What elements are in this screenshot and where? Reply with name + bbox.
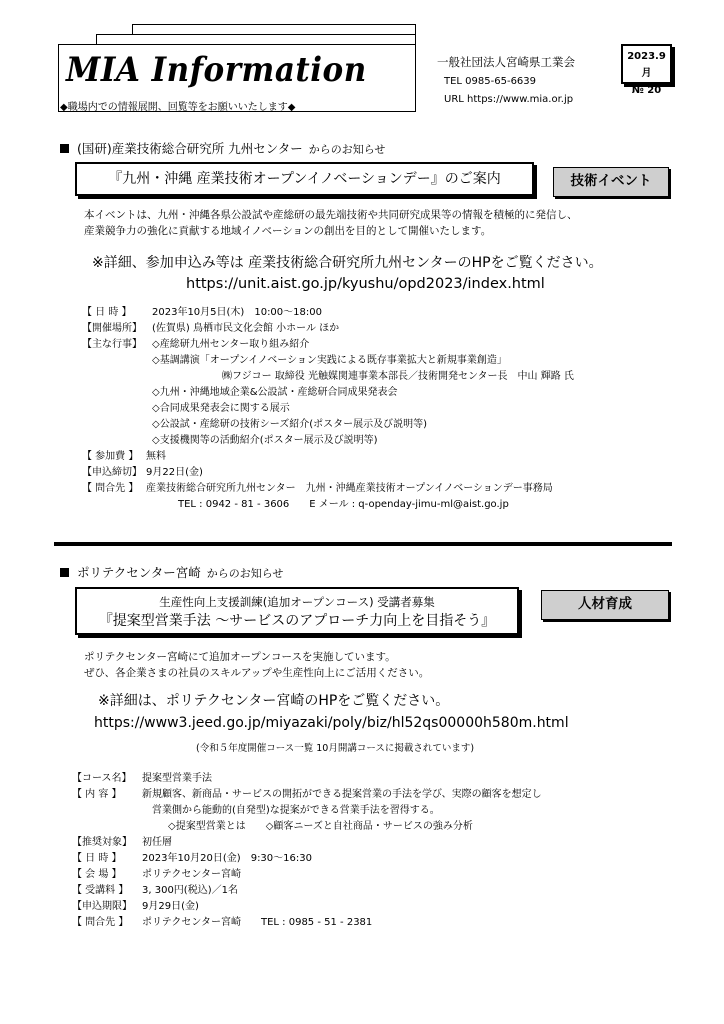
detail-row: ◇支援機関等の活動紹介(ポスター展示及び説明等) [152, 435, 378, 446]
section1-intro: 本イベントは、九州・沖縄各県公設試や産総研の最先端技術や共同研究成果等の情報を積極的に発信し、 産業競争力の強化に貢献する地域イノベーションの創出を目的として開催いたします。 [84, 209, 578, 237]
detail-row: 【主な行事】 ◇産総研九州センター取り組み紹介 [82, 339, 310, 350]
detail-row: ◇基調講演「オープンイノベーション実践による既存事業拡大と新規事業創造」 [152, 355, 507, 366]
section2-detail-url[interactable]: https://www3.jeed.go.jp/miyazaki/poly/biz/hl52qs00000h580m.html [94, 715, 569, 731]
issue-number: № 20 [631, 85, 662, 96]
section2-details [72, 771, 542, 931]
detail-row: TEL : 0942 - 81 - 3606 E メール : q-openday-jimu-ml@aist.go.jp [178, 499, 509, 510]
section2-detail-sub: (令和５年度開催コース一覧 10月開講コースに掲載されています) [196, 743, 475, 754]
detail-row: ◇公設試・産総研の技術シーズ紹介(ポスター展示及び説明等) [152, 419, 427, 430]
section1-detail-note: ※詳細、参加申込み等は 産業技術総合研究所九州センターのHPをご覧ください。 [92, 255, 603, 271]
detail-row: ◇合同成果発表会に関する展示 [152, 403, 290, 414]
detail-row: ㈱フジコー 取締役 光触媒関連事業本部長／技術開発センター長 中山 輝路 氏 [222, 371, 574, 382]
detail-row: ◇提案型営業とは ◇顧客ニーズと自社商品・サービスの強み分析 [168, 821, 473, 832]
org-name: 一般社団法人宮崎県工業会 [437, 55, 575, 69]
detail-row: 【 会 場 】 ポリテクセンター宮崎 [72, 869, 241, 880]
section2-intro: ポリテクセンター宮崎にて追加オープンコースを実施しています。 ぜひ、各企業さまの社員のスキルアップや生産性向上にご活用ください。 [84, 651, 430, 679]
section2-title-line2: 『提案型営業手法 ～サービスのアプローチ力向上を目指そう』 [98, 613, 496, 629]
detail-row: 【 受講料 】 3, 300円(税込)／1名 [72, 885, 238, 896]
detail-row: 【 日 時 】 2023年10月20日(金) 9:30～16:30 [72, 853, 312, 864]
section2-detail-note: ※詳細は、ポリテクセンター宮崎のHPをご覧ください。 [98, 693, 450, 709]
detail-row: 営業側から能動的(自発型)な提案ができる営業手法を習得する。 [152, 805, 440, 816]
detail-row: ◇九州・沖縄地域企業&公設試・産総研合同成果発表会 [152, 387, 398, 398]
org-tel: TEL 0985-65-6639 [444, 76, 537, 87]
section-divider [54, 542, 672, 546]
tag-tech-event: 技術イベント [553, 167, 669, 197]
square-bullet-icon [60, 144, 69, 153]
newsletter-subtitle: ◆職場内での情報展開、回覧等をお願いいたします◆ [60, 102, 296, 113]
issue-date: 2023.9 月 [627, 51, 666, 79]
square-bullet-icon [60, 568, 69, 577]
section1-title: 『九州・沖縄 産業技術オープンイノベーションデー』のご案内 [108, 171, 501, 187]
section2-title-box [75, 587, 519, 635]
detail-row: 【 問合先 】 ポリテクセンター宮崎 TEL : 0985 - 51 - 2381 [72, 917, 373, 928]
detail-row: 【申込期限】 9月29日(金) [72, 901, 199, 912]
section1-detail-url[interactable]: https://unit.aist.go.jp/kyushu/opd2023/index.html [186, 276, 545, 292]
section2-title-line1: 生産性向上支援訓練(追加オープンコース) 受講者募集 [159, 595, 435, 609]
section2-heading: ポリテクセンター宮崎 からのお知らせ [60, 563, 283, 581]
section1-title-box [75, 162, 534, 196]
issue-badge [621, 44, 672, 96]
newsletter-title: MIA Information [66, 50, 367, 90]
tag-human-resources: 人材育成 [541, 590, 669, 620]
detail-row: 【コース名】 提案型営業手法 [72, 773, 212, 784]
detail-row: 【 参加費 】 無料 [82, 451, 166, 462]
detail-row: 【 日 時 】 2023年10月5日(木) 10:00～18:00 [82, 307, 322, 318]
section1-details [82, 305, 574, 513]
section1-heading: (国研)産業技術総合研究所 九州センター からのお知らせ [60, 139, 385, 157]
detail-row: 【 内 容 】 新規顧客、新商品・サービスの開拓ができる提案営業の手法を学び、実際の顧客を想定し [72, 789, 542, 800]
detail-row: 【推奨対象】 初任層 [72, 837, 172, 848]
detail-row: 【 問合先 】 産業技術総合研究所九州センター 九州・沖縄産業技術オープンイノベーションデー事務局 [82, 483, 553, 494]
detail-row: 【開催場所】 (佐賀県) 鳥栖市民文化会館 小ホール ほか [82, 323, 340, 334]
org-url[interactable]: URL https://www.mia.or.jp [444, 94, 574, 105]
detail-row: 【申込締切】 9月22日(金) [82, 467, 203, 478]
